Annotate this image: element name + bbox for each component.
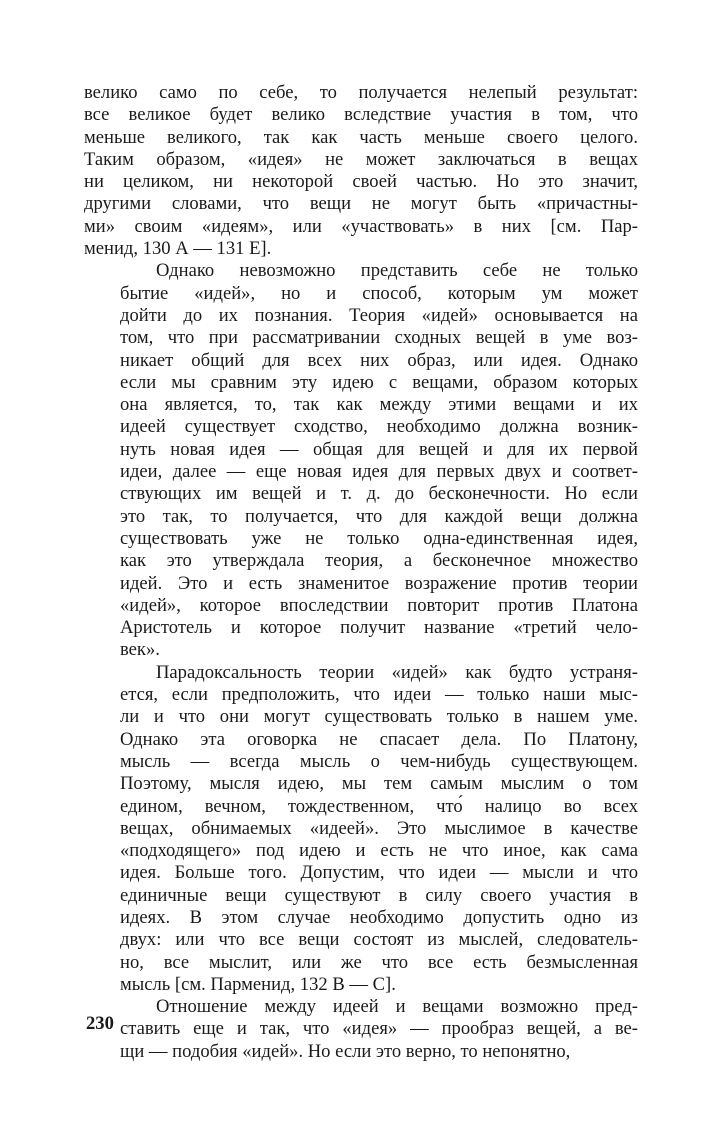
text-line: век». bbox=[120, 639, 160, 661]
text-line: идеи, далее — еще новая идея для первых двух и соответ- bbox=[120, 461, 638, 483]
text-line: мысль [см. Парменид, 132 В — С]. bbox=[120, 973, 396, 995]
text-line: вещах, обнимаемых «идеей». Это мыслимое в качестве bbox=[120, 817, 638, 839]
text-line: двух: или что все вещи состоят из мыслей, следователь- bbox=[120, 929, 638, 951]
paragraph bbox=[84, 82, 638, 260]
text-line: Аристотель и которое получит название «третий чело- bbox=[120, 617, 638, 639]
text-line: она является, то, так как между этими вещами и их bbox=[120, 394, 638, 416]
paragraph bbox=[84, 260, 638, 661]
text-line: все великое будет велико вследствие участия в том, что bbox=[84, 104, 638, 126]
text-line: меньше великого, так как часть меньше своего целого. bbox=[84, 126, 638, 148]
text-line: менид, 130 А — 131 Е]. bbox=[84, 238, 272, 260]
text-line: ется, если предположить, что идеи — только наши мыс- bbox=[120, 684, 638, 706]
text-line: другими словами, что вещи не могут быть «причастны- bbox=[84, 193, 638, 215]
text-line: мысль — всегда мысль о чем-нибудь существующем. bbox=[120, 750, 638, 772]
text-line: идей. Это и есть знаменитое возражение против теории bbox=[120, 572, 638, 594]
text-line: щи — подобия «идей». Но если это верно, то непонятно, bbox=[120, 1040, 571, 1062]
text-line: ствующих им вещей и т. д. до бесконечности. Но если bbox=[120, 483, 638, 505]
text-line: бытие «идей», но и способ, которым ум может bbox=[120, 282, 638, 304]
text-line: это так, то получается, что для каждой вещи должна bbox=[120, 505, 638, 527]
text-line: Однако невозможно представить себе не только bbox=[156, 260, 638, 282]
text-line: Поэтому, мысля идею, мы тем самым мыслим о том bbox=[120, 773, 638, 795]
paragraph bbox=[84, 662, 638, 996]
text-line: велико само по себе, то получается нелепый результат: bbox=[84, 82, 638, 103]
text-line: «идей», которое впоследствии повторит против Платона bbox=[120, 594, 638, 616]
text-line: Парадоксальность теории «идей» как будто устраня- bbox=[156, 661, 638, 683]
text-line: дойти до их познания. Теория «идей» основывается на bbox=[120, 304, 638, 326]
text-line: нуть новая идея — общая для вещей и для их первой bbox=[120, 438, 638, 460]
text-line: идеях. В этом случае необходимо допустить одно из bbox=[120, 906, 638, 928]
text-line: ми» своим «идеям», или «участвовать» в них [см. Пар- bbox=[84, 215, 638, 237]
text-line: если мы сравним эту идею с вещами, образом которых bbox=[120, 371, 638, 393]
text-line: ставить еще и так, что «идея» — прообраз вещей, а ве- bbox=[120, 1018, 638, 1040]
page-number: 230 bbox=[86, 1013, 114, 1034]
text-line: идеей существует сходство, необходимо должна возник- bbox=[120, 416, 638, 438]
text-line: никает общий для всех них образ, или идея. Однако bbox=[120, 349, 638, 371]
text-line: идея. Больше того. Допустим, что идеи — мысли и что bbox=[120, 862, 638, 884]
text-line: как это утверждала теория, а бесконечное множество bbox=[120, 550, 638, 572]
text-line: Однако эта оговорка не спасает дела. По Платону, bbox=[120, 728, 638, 750]
text-line: «подходящего» под идею и есть не что иное, как сама bbox=[120, 840, 638, 862]
text-line: ли и что они могут существовать только в нашем уме. bbox=[120, 706, 638, 728]
text-line: том, что при рассматривании сходных вещей в уме воз- bbox=[120, 327, 638, 349]
text-line: единичные вещи существуют в силу своего участия в bbox=[120, 884, 638, 906]
page-text-body bbox=[84, 82, 638, 1063]
text-line: Отношение между идеей и вещами возможно пред- bbox=[156, 996, 638, 1018]
text-line: но, все мыслит, или же что все есть безмысленная bbox=[120, 951, 638, 973]
text-line: Таким образом, «идея» не может заключаться в вещах bbox=[84, 148, 638, 170]
text-line: ни целиком, ни некоторой своей частью. Но это значит, bbox=[84, 171, 638, 193]
text-line: существовать уже не только одна-единственная идея, bbox=[120, 527, 638, 549]
text-line: едином, вечном, тождественном, что́ налицо во всех bbox=[120, 795, 638, 817]
paragraph bbox=[84, 996, 638, 1063]
